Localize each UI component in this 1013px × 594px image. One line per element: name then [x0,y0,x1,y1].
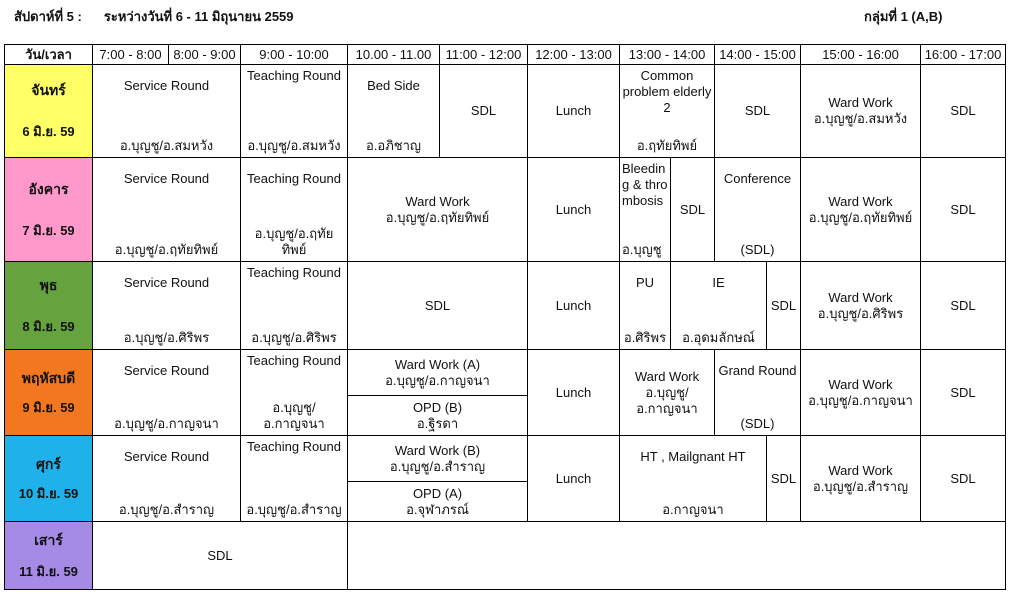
ward-work-cell [348,158,528,262]
teacher-name: อ.บุญชู/อ.กาญจนา [636,384,698,416]
activity-title: HT , Mailgnant HT [640,449,746,464]
pu-cell [620,262,671,350]
date-range: ระหว่างวันที่ 6 - 11 มิถุนายน 2559 [103,9,294,24]
row-saturday [5,522,1006,590]
day-cell-wednesday [5,262,93,350]
page-header [14,6,294,27]
teacher-name: อ.จุฬาภรณ์ [406,501,469,517]
time-slot-header: 9:00 - 10:00 [241,45,348,65]
activity-title: Ward Work [828,289,893,305]
teaching-round-cell [241,436,348,522]
activity-title: Grand Round [718,363,797,378]
teacher-name: อ.บุญชู/อ.กาญจนา [263,400,325,431]
week-label: สัปดาห์ที่ 5 : [14,9,82,24]
row-wednesday [5,262,1006,350]
teacher-name: อ.ศิริพร [623,330,667,345]
time-slot-header: 14:00 - 15:00 [715,45,801,65]
day-name: เสาร์ [34,531,63,548]
ht-cell [620,436,767,522]
teaching-round-cell [241,65,348,158]
time-header-row [5,45,1006,65]
sdl-cell: SDL [921,262,1006,350]
time-slot-header: 10.00 - 11.00 [348,45,440,65]
day-date: 6 มิ.ย. 59 [22,124,75,139]
time-slot-header: 15:00 - 16:00 [801,45,921,65]
activity-title: Common problem elderly 2 [622,68,712,115]
sdl-cell: SDL [767,262,801,350]
common-problem-cell [620,65,715,158]
activity-title: Teaching Round [247,439,341,454]
activity-title: Ward Work (A) [394,356,481,372]
teacher-name: อ.บุญชู/อ.สำราญ [389,458,486,474]
activity-title: OPD (B) [412,399,463,415]
day-cell-thursday [5,350,93,436]
row-tuesday [5,158,1006,262]
activity-note: (SDL) [740,242,775,257]
time-slot-header: 8:00 - 9:00 [169,45,241,65]
sdl-cell: SDL [921,158,1006,262]
sdl-cell: SDL [767,436,801,522]
opd-b-cell [348,396,528,436]
activity-title: Service Round [123,363,210,378]
lunch-cell: Lunch [528,65,620,158]
bedside-cell [348,65,440,158]
teacher-name: อ.บุญชู/อ.ศิริพร [817,305,904,321]
service-round-cell [93,350,241,436]
sdl-cell: SDL [440,65,528,158]
group-label: กลุ่มที่ 1 (A,B) [864,9,943,24]
row-friday [5,436,1006,482]
teacher-name: อ.บุญชู [622,242,662,257]
activity-title: Ward Work (B) [394,442,481,458]
sdl-cell: SDL [921,65,1006,158]
teaching-round-cell [241,262,348,350]
bleeding-cell [620,158,671,262]
teacher-name: อ.บุญชู/อ.กาญจนา [385,372,490,388]
activity-title: Service Round [123,171,210,186]
lunch-cell: Lunch [528,436,620,522]
teacher-name: อ.กาญจนา [662,502,724,517]
activity-title: Service Round [123,275,210,290]
sdl-cell: SDL [348,262,528,350]
teacher-name: อ.บุญชู/อ.สำราญ [812,478,909,494]
activity-title: Ward Work [828,462,893,478]
teaching-round-cell [241,158,348,262]
sdl-cell: SDL [93,522,348,590]
row-thursday [5,350,1006,396]
day-date: 11 มิ.ย. 59 [19,563,78,579]
activity-title: Service Round [123,449,210,464]
teacher-name: อ.บุญชู/อ.ฤทัยทิพย์ [114,242,219,257]
ward-work-cell [801,65,921,158]
ward-work-cell [801,262,921,350]
sdl-cell: SDL [671,158,715,262]
service-round-cell [93,158,241,262]
ward-work-b-cell [348,436,528,482]
teacher-name: อ.อภิชาญ [366,138,421,153]
lunch-cell: Lunch [528,158,620,262]
service-round-cell [93,65,241,158]
activity-title: Teaching Round [247,265,341,280]
teaching-round-cell [241,350,348,436]
day-date: 10 มิ.ย. 59 [18,485,79,501]
day-date: 9 มิ.ย. 59 [22,399,75,415]
time-slot-header: 13:00 - 14:00 [620,45,715,65]
opd-a-cell [348,482,528,522]
activity-title: OPD (A) [412,485,463,501]
day-date: 8 มิ.ย. 59 [22,318,75,334]
activity-title: PU [635,275,655,290]
empty-cell [348,522,1006,590]
service-round-cell [93,436,241,522]
ie-cell [671,262,767,350]
day-cell-tuesday [5,158,93,262]
teacher-name: อ.บุญชู/อ.สำราญ [246,502,342,517]
activity-title: Ward Work [405,193,470,209]
activity-title: Ward Work [634,368,700,384]
day-date: 7 มิ.ย. 59 [22,222,75,238]
teacher-name: อ.บุญชู/อ.สมหวัง [247,138,341,153]
time-slot-header: 12:00 - 13:00 [528,45,620,65]
teacher-name: อ.ฤทัยทิพย์ [636,138,698,153]
activity-title: Teaching Round [247,68,341,83]
ward-work-cell [801,158,921,262]
lunch-cell: Lunch [528,350,620,436]
teacher-name: อ.บุญชู/อ.กาญจนา [114,416,219,431]
conference-cell [715,158,801,262]
activity-title: Bed Side [367,78,420,93]
day-name: พฤหัสบดี [21,369,76,386]
day-cell-monday [5,65,93,158]
activity-title: Ward Work [828,376,893,392]
teacher-name: อ.บุญชู/อ.ฤทัยทิพย์ [385,209,490,225]
schedule-table [4,44,1006,590]
time-slot-header: 11:00 - 12:00 [440,45,528,65]
day-name: อังคาร [28,180,69,197]
activity-title: Teaching Round [247,353,341,368]
teacher-name: อ.บุญชู/อ.ศิริพร [123,330,210,345]
teacher-name: อ.บุญชู/อ.สมหวัง [119,138,214,153]
activity-title: Teaching Round [247,171,341,186]
grand-round-cell [715,350,801,436]
teacher-name: อ.บุญชู/อ.ฤทัยทิพย์ [254,226,334,257]
day-name: จันทร์ [31,82,66,98]
day-time-header: วัน/เวลา [5,45,93,65]
ward-work-cell [620,350,715,436]
service-round-cell [93,262,241,350]
teacher-name: อ.บุญชู/อ.สำราญ [118,502,215,517]
time-slot-header: 7:00 - 8:00 [93,45,169,65]
activity-title: Ward Work [828,193,893,209]
day-name: พุธ [39,276,58,293]
sdl-cell: SDL [715,65,801,158]
activity-title: Bleeding & thrombosis [622,161,668,208]
lunch-cell: Lunch [528,262,620,350]
time-slot-header: 16:00 - 17:00 [921,45,1006,65]
sdl-cell: SDL [921,436,1006,522]
ward-work-cell [801,350,921,436]
activity-title: IE [712,275,725,290]
teacher-name: อ.อุดมลักษณ์ [682,330,755,345]
teacher-name: อ.บุญชู/อ.ศิริพร [251,330,337,345]
teacher-name: อ.บุญชู/อ.ฤทัยทิพย์ [808,209,913,225]
ward-work-cell [801,436,921,522]
sdl-cell: SDL [921,350,1006,436]
activity-title: Ward Work [828,95,893,110]
day-cell-saturday [5,522,93,590]
ward-work-a-cell [348,350,528,396]
teacher-name: อ.ฐิรดา [416,415,459,431]
teacher-name: อ.บุญชู/อ.สมหวัง [813,111,908,126]
activity-title: Conference [723,171,792,186]
activity-title: Service Round [123,78,210,93]
activity-note: (SDL) [740,416,775,431]
teacher-name: อ.บุญชู/อ.กาญจนา [808,392,913,408]
row-monday [5,65,1006,158]
day-name: ศุกร์ [36,455,61,472]
day-cell-friday [5,436,93,522]
